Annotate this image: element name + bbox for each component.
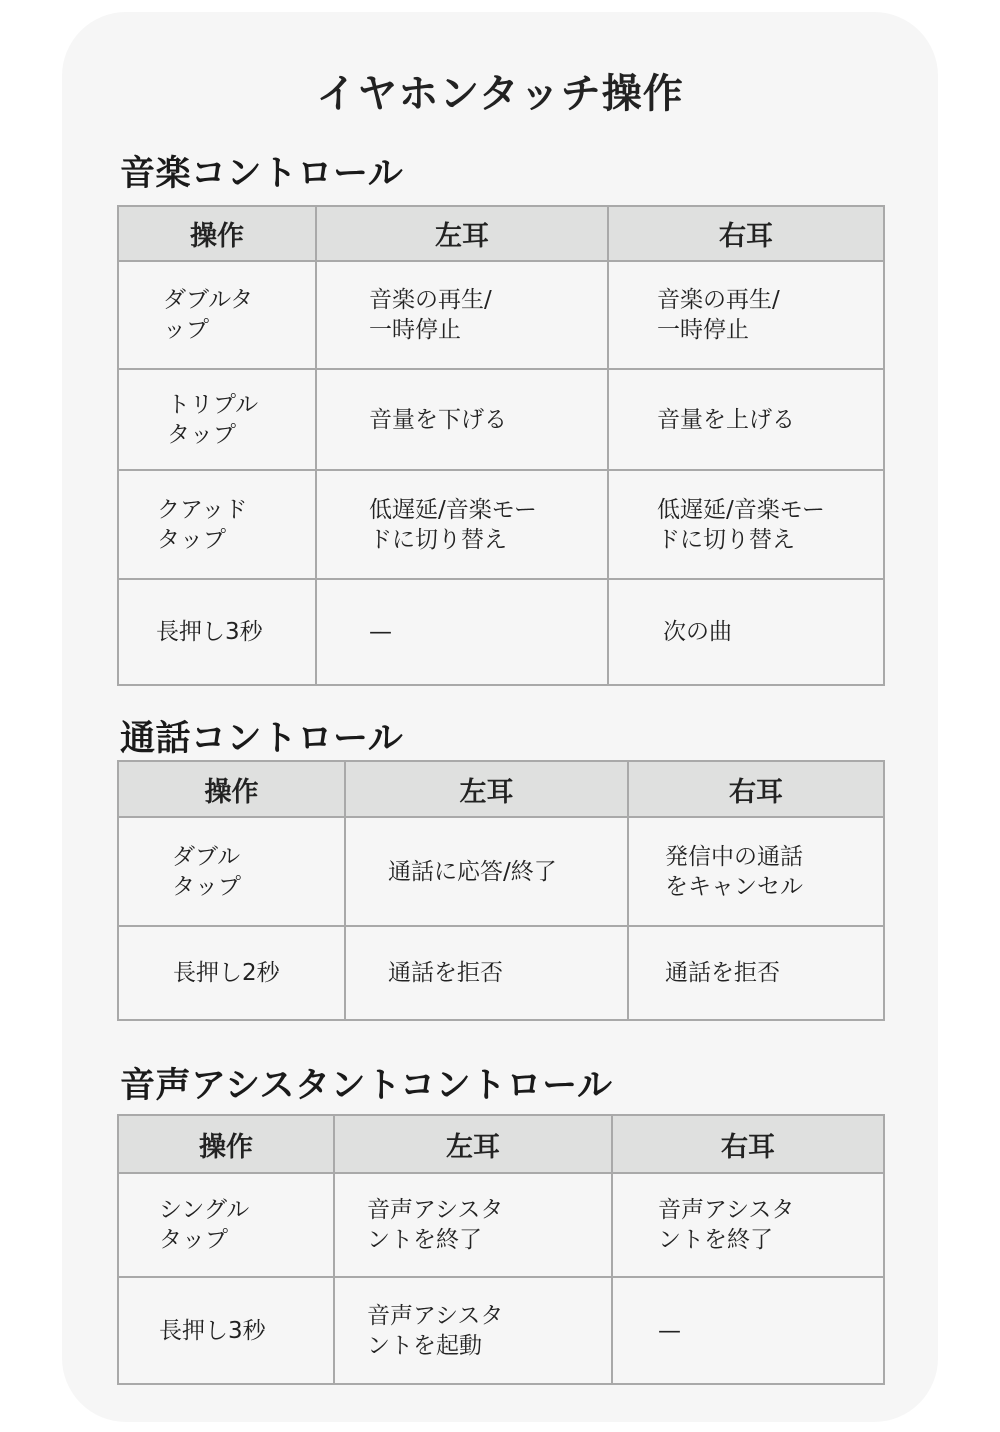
table-row: [118, 261, 884, 369]
assistant-control-table: [117, 1114, 885, 1385]
operation-cell: ダブルタ ップ: [163, 287, 254, 343]
operation-cell: 長押し2秒: [173, 960, 280, 986]
music-control-table: [117, 205, 885, 686]
left-ear-cell: 音声アシスタ ントを終了: [367, 1197, 504, 1253]
header-operation: 操作: [118, 206, 316, 261]
left-ear-cell: 低遅延/音楽モー ドに切り替え: [369, 496, 537, 553]
assistant-section-title: 音声アシスタントコントロール: [120, 1066, 613, 1106]
header-operation: 操作: [118, 761, 345, 817]
call-section-title: 通話コントロール: [120, 719, 404, 759]
operation-cell: シングル タップ: [159, 1197, 250, 1253]
right-ear-cell: 音楽の再生/ 一時停止: [657, 287, 780, 343]
table-row: [118, 926, 884, 1020]
header-right-ear: 右耳: [612, 1115, 884, 1173]
operation-cell: クアッド タップ: [157, 496, 248, 553]
music-section-title: 音楽コントロール: [120, 154, 404, 194]
table-row: [118, 369, 884, 470]
header-right-ear: 右耳: [628, 761, 884, 817]
left-ear-cell: 通話を拒否: [388, 960, 503, 986]
table-row: [118, 1173, 884, 1277]
right-ear-cell: 次の曲: [663, 619, 732, 645]
left-ear-cell: —: [369, 619, 392, 645]
operation-cell: トリプル タップ: [167, 391, 259, 448]
header-right-ear: 右耳: [608, 206, 884, 261]
table-header-row: [118, 761, 884, 817]
header-left-ear: 左耳: [345, 761, 628, 817]
table-header-row: [118, 1115, 884, 1173]
right-ear-cell: 低遅延/音楽モー ドに切り替え: [657, 496, 825, 553]
table-row: [118, 817, 884, 926]
page-title: イヤホンタッチ操作: [316, 71, 684, 117]
left-ear-cell: 音量を下げる: [369, 406, 507, 433]
table-row: [118, 579, 884, 685]
header-operation: 操作: [118, 1115, 334, 1173]
right-ear-cell: 音量を上げる: [657, 406, 795, 433]
right-ear-cell: —: [658, 1317, 681, 1344]
left-ear-cell: 音声アシスタ ントを起動: [367, 1302, 504, 1359]
operation-cell: ダブル タップ: [172, 843, 241, 900]
right-ear-cell: 発信中の通話 をキャンセル: [665, 843, 803, 900]
table-row: [118, 470, 884, 579]
call-control-table: [117, 760, 885, 1021]
operation-cell: 長押し3秒: [159, 1317, 266, 1344]
table-row: [118, 1277, 884, 1384]
table-header-row: [118, 206, 884, 261]
header-left-ear: 左耳: [316, 206, 608, 261]
left-ear-cell: 通話に応答/終了: [388, 858, 557, 885]
right-ear-cell: 音声アシスタ ントを終了: [658, 1197, 795, 1253]
left-ear-cell: 音楽の再生/ 一時停止: [369, 287, 492, 343]
right-ear-cell: 通話を拒否: [665, 960, 780, 986]
operation-cell: 長押し3秒: [156, 619, 263, 645]
header-left-ear: 左耳: [334, 1115, 612, 1173]
